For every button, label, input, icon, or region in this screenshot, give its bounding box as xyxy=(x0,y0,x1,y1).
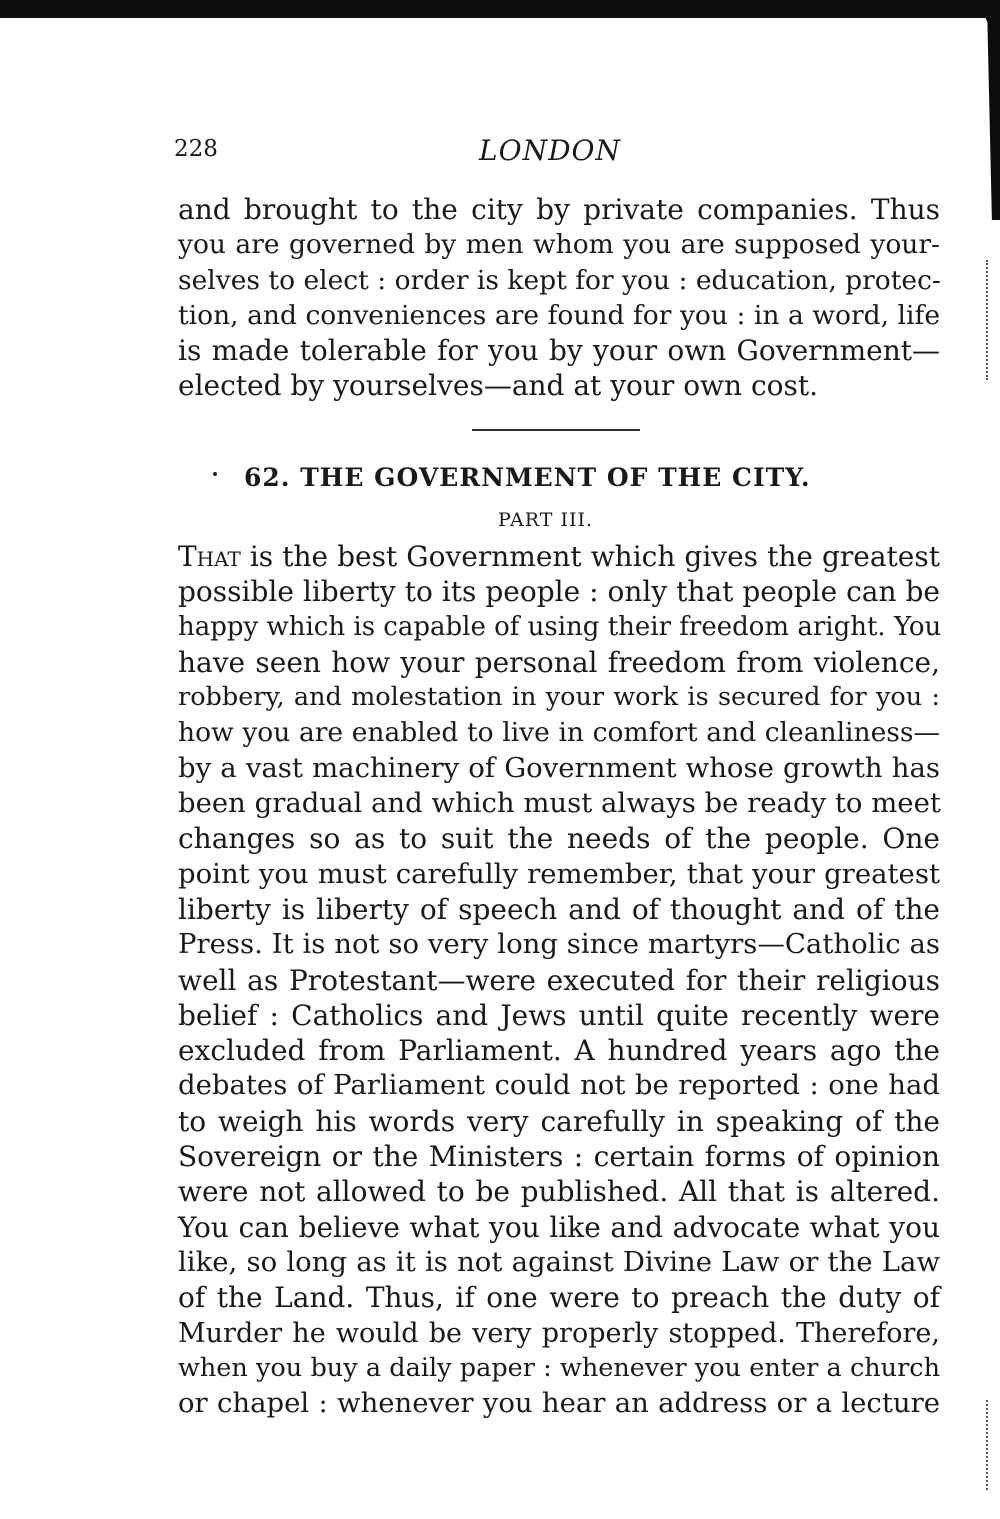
text-line: robbery, and molestation in your work is secured for you : xyxy=(178,682,940,713)
text-line: been gradual and which must always be ready to meet xyxy=(178,787,941,820)
text-line: excluded from Parliament. A hundred years ago the xyxy=(178,1034,940,1068)
scan-edge-speckle xyxy=(986,260,990,380)
text-line: of the Land. Thus, if one were to preach the duty of xyxy=(178,1281,940,1315)
text-line: like, so long as it is not against Divine Law or the Law xyxy=(178,1245,940,1278)
text-line: happy which is capable of using their freedom aright. You xyxy=(178,611,942,642)
text-line: have seen how your personal freedom from violence, xyxy=(178,645,940,679)
text-line: well as Protestant—were executed for their religious xyxy=(178,963,940,997)
section-divider xyxy=(472,429,640,431)
section-title: 62. THE GOVERNMENT OF THE CITY. xyxy=(244,463,811,492)
text-line: Press. It is not so very long since martyrs—Catholic as xyxy=(178,928,940,961)
part-label: PART III. xyxy=(498,509,594,531)
text-line: or chapel : whenever you hear an address or a lecture xyxy=(178,1387,940,1420)
scan-top-edge xyxy=(0,0,1000,18)
running-head: LONDON xyxy=(479,134,621,167)
text-line: when you buy a daily paper : whenever you enter a church xyxy=(178,1352,940,1383)
text-line: belief : Catholics and Jews until quite recently were xyxy=(178,998,940,1032)
scan-edge-speckle xyxy=(986,1400,990,1490)
text-line: debates of Parliament could not be reported : one had xyxy=(178,1069,940,1102)
text-line: is made tolerable for you by your own Government— xyxy=(178,334,940,368)
text-line: possible liberty to its people : only that people can be xyxy=(178,575,940,609)
text-line: selves to elect : order is kept for you : education, protec- xyxy=(178,264,941,296)
drop-word: That xyxy=(178,540,241,573)
first-line-text: is the best Government which gives the greatest xyxy=(240,540,940,573)
text-line: point you must carefully remember, that your greatest xyxy=(178,857,940,890)
text-line: Sovereign or the Ministers : certain forms of opinion xyxy=(178,1140,940,1174)
text-line: were not allowed to be published. All that is altered. xyxy=(178,1175,940,1209)
text-line: tion, and conveniences are found for you : in a word, life xyxy=(178,299,940,331)
scan-right-edge xyxy=(982,0,1000,220)
text-line: changes so as to suit the needs of the people. One xyxy=(178,822,940,856)
text-line: you are governed by men whom you are supposed your- xyxy=(178,229,940,261)
text-line: by a vast machinery of Government whose growth has xyxy=(178,751,940,784)
text-line: how you are enabled to live in comfort and cleanliness— xyxy=(178,717,940,749)
text-line xyxy=(178,539,940,574)
ink-speck xyxy=(213,472,217,476)
text-line: Murder he would be very properly stopped. Therefore, xyxy=(178,1317,940,1349)
section-paragraph xyxy=(178,539,940,1421)
page-number: 228 xyxy=(174,136,218,162)
continuation-paragraph xyxy=(178,192,940,404)
text-line: to weigh his words very carefully in speaking of the xyxy=(178,1104,940,1138)
text-line: liberty is liberty of speech and of thought and of the xyxy=(178,892,940,926)
text-line: elected by yourselves—and at your own cost. xyxy=(178,369,819,403)
text-line: and brought to the city by private companies. Thus xyxy=(178,193,940,226)
text-line: You can believe what you like and advocate what you xyxy=(178,1210,940,1244)
